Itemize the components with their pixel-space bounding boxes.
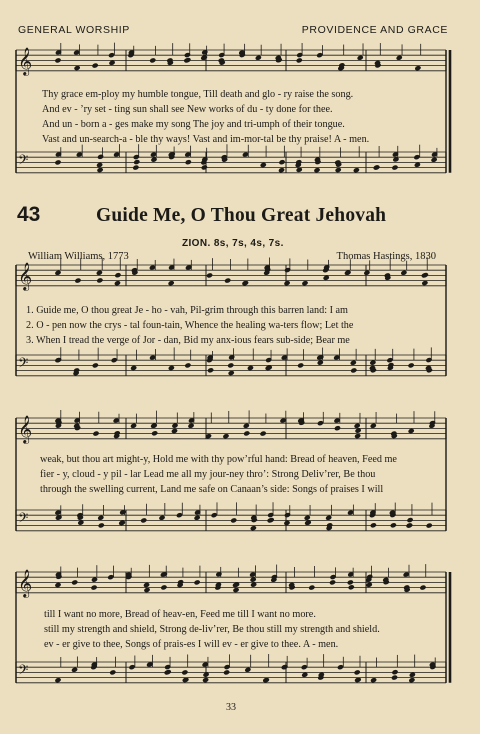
svg-text:𝄢: 𝄢 xyxy=(18,152,29,171)
composer: Thomas Hastings, 1830 xyxy=(336,251,436,262)
svg-text:𝄞: 𝄞 xyxy=(18,262,33,290)
page-number: 33 xyxy=(226,702,236,713)
lyric-line: still my strength and shield, Strong de-liv’rer, Be thou still my strength and shield. xyxy=(44,624,380,635)
author: William Williams, 1773 xyxy=(28,251,129,262)
lyric-line: till I want no more, Bread of heav-en, Feed me till I want no more. xyxy=(44,609,316,620)
svg-text:𝄞: 𝄞 xyxy=(18,569,33,597)
lyric-line: Thy grace em-ploy my humble tongue, Till death and glo - ry raise the song. xyxy=(42,89,354,100)
verse-lyrics-system-1 xyxy=(26,303,353,348)
top-lyrics xyxy=(42,87,369,147)
lyric-line: 2. O - pen now the crys - tal foun-tain, Whence the healing wa-ters flow; Let the xyxy=(26,320,354,331)
lyric-line: fier - y, cloud - y pil - lar Lead me all my jour-ney thro’: Strong Deliv’rer, Be thou xyxy=(40,469,376,480)
svg-text:𝄞: 𝄞 xyxy=(18,47,33,75)
lyric-line: through the swelling current, Land me safe on Canaan’s side: Songs of praises I will xyxy=(40,484,384,495)
svg-text:𝄢: 𝄢 xyxy=(18,662,29,681)
verse-lyrics-system-3 xyxy=(44,607,380,652)
svg-text:𝄢: 𝄢 xyxy=(18,510,29,529)
lyric-line: weak, but thou art might-y, Hold me with thy pow’rful hand: Bread of heaven, Feed me xyxy=(40,454,397,465)
svg-text:𝄢: 𝄢 xyxy=(18,355,29,374)
hymn-number: 43 xyxy=(17,203,41,226)
tune-name: ZION. 8s, 7s, 4s, 7s. xyxy=(182,238,284,249)
hymn-title: Guide Me, O Thou Great Jehovah xyxy=(96,205,387,226)
verse-lyrics-system-2 xyxy=(40,452,397,497)
lyric-line: Vast and un-search-a - ble thy ways! Vast and im-mor-tal be thy praise! A - men. xyxy=(42,134,370,145)
lyric-line: And un - born a - ges make my song The joy and tri-umph of their tongue. xyxy=(42,119,345,130)
lyric-line: And ev - ’ry set - ting sun shall see New works of du - ty done for thee. xyxy=(42,104,333,115)
lyric-line: ev - er give to thee, Songs of prais-es I will ev - er give to thee. A - men. xyxy=(44,639,339,650)
running-header-left: GENERAL WORSHIP xyxy=(18,24,130,36)
lyric-line: 1. Guide me, O thou great Je - ho - vah, Pil-grim through this barren land: I am xyxy=(26,305,348,316)
svg-text:𝄞: 𝄞 xyxy=(18,415,33,443)
lyric-line: 3. When I tread the verge of Jor - dan, Bid my anx-ious fears sub-side; Bear me xyxy=(26,335,350,346)
running-header-right: PROVIDENCE AND GRACE xyxy=(301,24,448,36)
